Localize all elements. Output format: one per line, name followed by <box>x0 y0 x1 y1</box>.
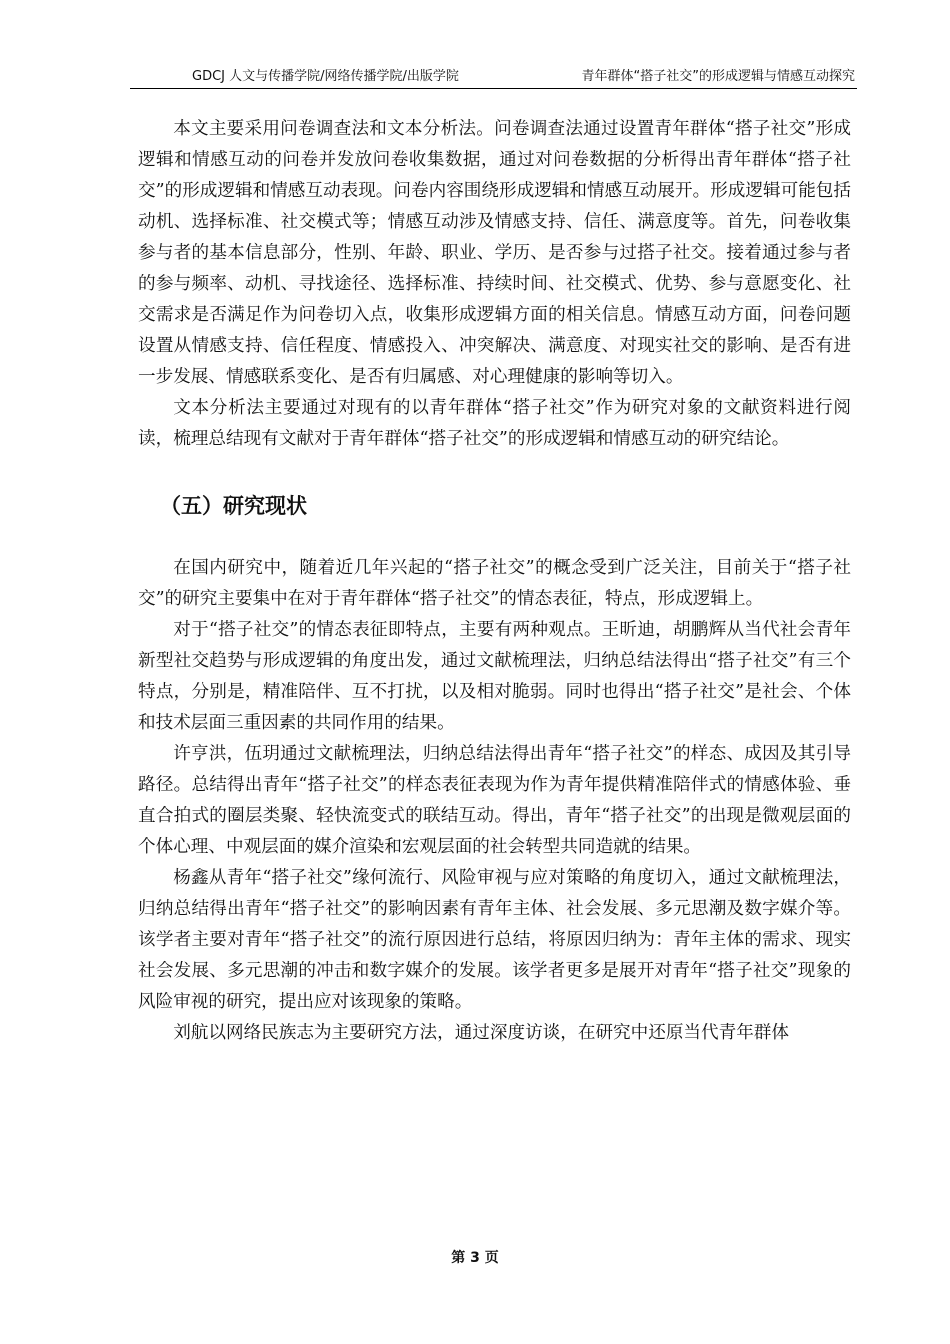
paragraph-text-analysis: 文本分析法主要通过对现有的以青年群体“搭子社交”作为研究对象的文献资料进行阅读，梳理总结现有文献对于青年群体“搭子社交”的形成逻辑和情感互动的研究结论。 <box>138 398 851 449</box>
paragraph-liu-hang: 刘航以网络民族志为主要研究方法，通过深度访谈，在研究中还原当代青年群体 <box>173 1023 789 1043</box>
paragraph-characteristics: 对于“搭子社交”的情态表征即特点，主要有两种观点。王昕迪，胡鹏辉从当代社会青年新型社交趋势与形成逻辑的角度出发，通过文献梳理法，归纳总结法得出“搭子社交”有三个特点，分别是，精准陪伴、互不打扰，以及相对脆弱。同时也得出“搭子社交”是社会、个体和技术层面三重因素的共同作用的结果。 <box>138 620 851 733</box>
paragraph-xu-wu: 许亨洪，伍玥通过文献梳理法，归纳总结法得出青年“搭子社交”的样态、成因及其引导路径。总结得出青年“搭子社交”的样态表征表现为作为青年提供精准陪伴式的情感体验、垂直合拍式的圈层类聚、轻快流变式的联结互动。得出，青年“搭子社交”的出现是微观层面的个体心理、中观层面的媒介渲染和宏观层面的社会转型共同造就的结果。 <box>138 744 851 857</box>
running-header <box>130 68 857 89</box>
page-number: 第 3 页 <box>451 1250 499 1266</box>
page-body <box>138 114 851 1049</box>
header-paper-title: 青年群体“搭子社交”的形成逻辑与情感互动探究 <box>581 69 855 84</box>
header-institution: GDCJ 人文与传播学院/网络传播学院/出版学院 <box>192 69 459 84</box>
paragraph-yang-xin: 杨鑫从青年“搭子社交”缘何流行、风险审视与应对策略的角度切入，通过文献梳理法，归纳总结得出青年“搭子社交”的影响因素有青年主体、社会发展、多元思潮及数字媒介等。该学者主要对青年“搭子社交”的流行原因进行总结，将原因归纳为：青年主体的需求、现实社会发展、多元思潮的冲击和数字媒介的发展。该学者更多是展开对青年“搭子社交”现象的风险审视的研究，提出应对该现象的策略。 <box>138 868 851 1012</box>
paragraph-domestic-research: 在国内研究中，随着近几年兴起的“搭子社交”的概念受到广泛关注，目前关于“搭子社交”的研究主要集中在对于青年群体“搭子社交”的情态表征，特点，形成逻辑上。 <box>138 558 851 609</box>
paragraph-methods: 本文主要采用问卷调查法和文本分析法。问卷调查法通过设置青年群体“搭子社交”形成逻辑和情感互动的问卷并发放问卷收集数据，通过对问卷数据的分析得出青年群体“搭子社交”的形成逻辑和情感互动表现。问卷内容围绕形成逻辑和情感互动展开。形成逻辑可能包括动机、选择标准、社交模式等；情感互动涉及情感支持、信任、满意度等。首先，问卷收集参与者的基本信息部分，性别、年龄、职业、学历、是否参与过搭子社交。接着通过参与者的参与频率、动机、寻找途径、选择标准、持续时间、社交模式、优势、参与意愿变化、社交需求是否满足作为问卷切入点，收集形成逻辑方面的相关信息。情感互动方面，问卷问题设置从情感支持、信任程度、情感投入、冲突解决、满意度、对现实社交的影响、是否有进一步发展、情感联系变化、是否有归属感、对心理健康的影响等切入。 <box>138 119 851 387</box>
section-heading: （五）研究现状 <box>160 494 307 518</box>
